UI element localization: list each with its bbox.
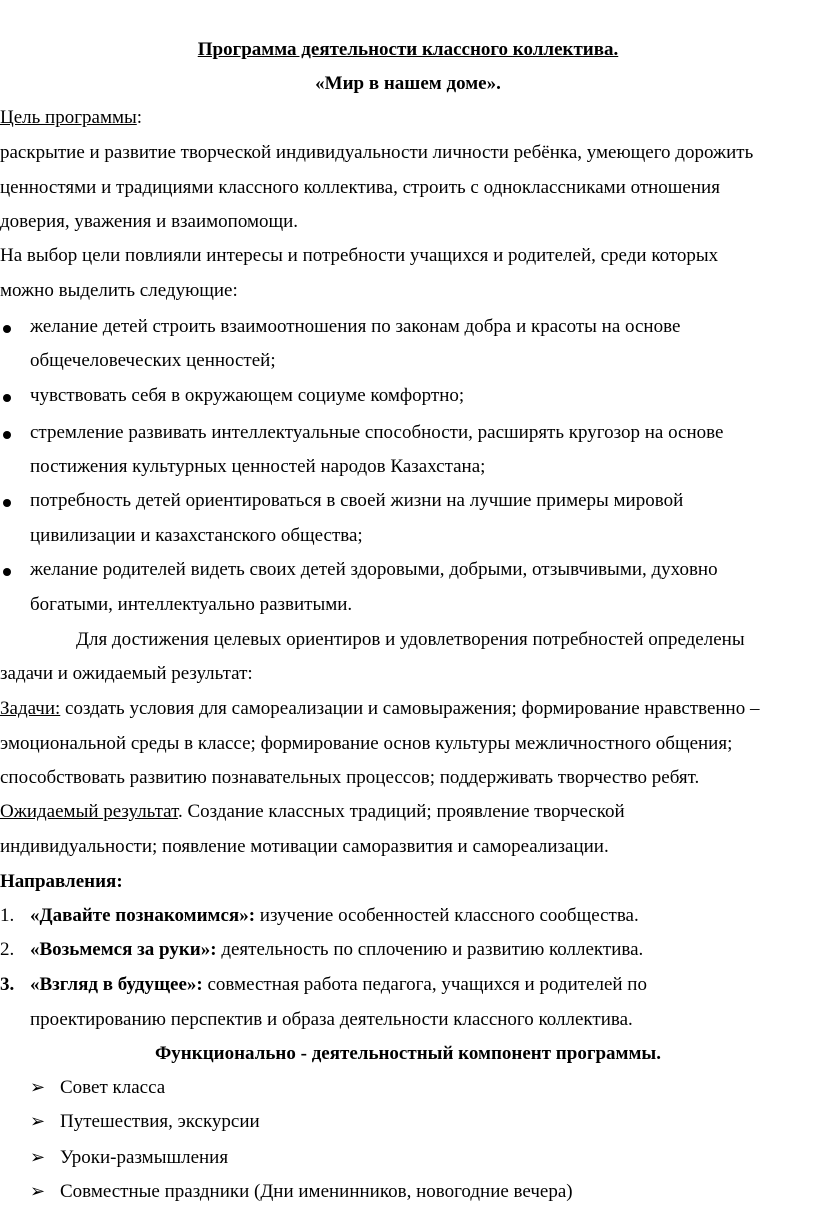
arrow-icon: ➢: [30, 1077, 46, 1098]
goal-label: Цель программы: [0, 107, 137, 128]
direction-item: [30, 973, 647, 997]
list-item-continuation: цивилизации и казахстанского общества;: [30, 525, 363, 546]
list-item-continuation: общечеловеческих ценностей;: [30, 350, 276, 371]
directions-heading: Направления:: [0, 871, 123, 892]
result-line: [0, 800, 625, 824]
intro-line: На выбор цели повлияли интересы и потребности учащихся и родителей, среди которых: [0, 245, 719, 266]
tasks-line: эмоциональной среды в классе; формирование основ культуры межличностного общения;: [0, 733, 733, 754]
list-item: Совместные праздники (Дни именинников, новогодние вечера): [60, 1181, 573, 1202]
achieve-line: задачи и ожидаемый результат:: [0, 663, 253, 684]
list-item: стремление развивать интеллектуальные способности, расширять кругозор на основе: [30, 422, 724, 443]
arrow-icon: ➢: [30, 1111, 46, 1132]
result-line: индивидуальности; появление мотивации саморазвития и самореализации.: [0, 836, 609, 857]
list-item: желание родителей видеть своих детей здоровыми, добрыми, отзывчивыми, духовно: [30, 559, 718, 580]
component-heading: Функционально - деятельностный компонент программы.: [154, 1043, 661, 1064]
direction-name: «Взгляд в будущее»:: [30, 974, 203, 995]
page-title: Программа деятельности классного коллектива.: [197, 39, 619, 60]
page-subtitle: «Мир в нашем доме».: [315, 73, 501, 94]
achieve-line: Для достижения целевых ориентиров и удовлетворения потребностей определены: [76, 629, 745, 650]
direction-text: изучение особенностей классного сообщества.: [255, 905, 639, 926]
direction-name: «Возьмемся за руки»:: [30, 939, 217, 960]
direction-text: совместная работа педагога, учащихся и родителей по: [202, 974, 647, 995]
list-item: желание детей строить взаимоотношения по законам добра и красоты на основе: [30, 316, 681, 337]
intro-line: можно выделить следующие:: [0, 280, 238, 301]
arrow-icon: ➢: [30, 1181, 46, 1202]
arrow-icon: ➢: [30, 1147, 46, 1168]
tasks-text: создать условия для самореализации и самовыражения; формирование нравственно –: [60, 698, 760, 719]
direction-item-continuation: проектированию перспектив и образа деятельности классного коллектива.: [30, 1009, 633, 1030]
goal-label-line: [0, 106, 142, 130]
goal-colon: :: [136, 107, 143, 128]
tasks-line: способствовать развитию познавательных процессов; поддерживать творчество ребят.: [0, 767, 700, 788]
direction-number: 3.: [0, 974, 15, 995]
list-item: Путешествия, экскурсии: [60, 1111, 260, 1132]
bullet-icon: [3, 325, 11, 333]
bullet-icon: [3, 394, 11, 402]
direction-item: [30, 938, 643, 962]
goal-text-line: доверия, уважения и взаимопомощи.: [0, 211, 299, 232]
bullet-icon: [3, 431, 11, 439]
list-item: Совет класса: [60, 1077, 166, 1098]
list-item-continuation: постижения культурных ценностей народов Казахстана;: [30, 456, 486, 477]
tasks-line: [0, 697, 759, 721]
direction-item: [30, 904, 639, 928]
list-item: потребность детей ориентироваться в своей жизни на лучшие примеры мировой: [30, 490, 684, 511]
list-item: чувствовать себя в окружающем социуме комфортно;: [30, 385, 465, 406]
goal-text-line: ценностями и традициями классного коллектива, строить с одноклассниками отношения: [0, 177, 720, 198]
direction-number: 1.: [0, 905, 15, 926]
bullet-icon: [3, 499, 11, 507]
direction-name: «Давайте познакомимся»:: [30, 905, 256, 926]
direction-number: 2.: [0, 939, 15, 960]
result-text: . Создание классных традиций; проявление творческой: [177, 801, 625, 822]
result-label: Ожидаемый результат: [0, 801, 178, 822]
direction-text: деятельность по сплочению и развитию коллектива.: [216, 939, 644, 960]
list-item-continuation: богатыми, интеллектуально развитыми.: [30, 594, 353, 615]
goal-text-line: раскрытие и развитие творческой индивидуальности личности ребёнка, умеющего дорожить: [0, 142, 754, 163]
list-item: Уроки-размышления: [60, 1147, 229, 1168]
tasks-label: Задачи:: [0, 698, 61, 719]
bullet-icon: [3, 568, 11, 576]
